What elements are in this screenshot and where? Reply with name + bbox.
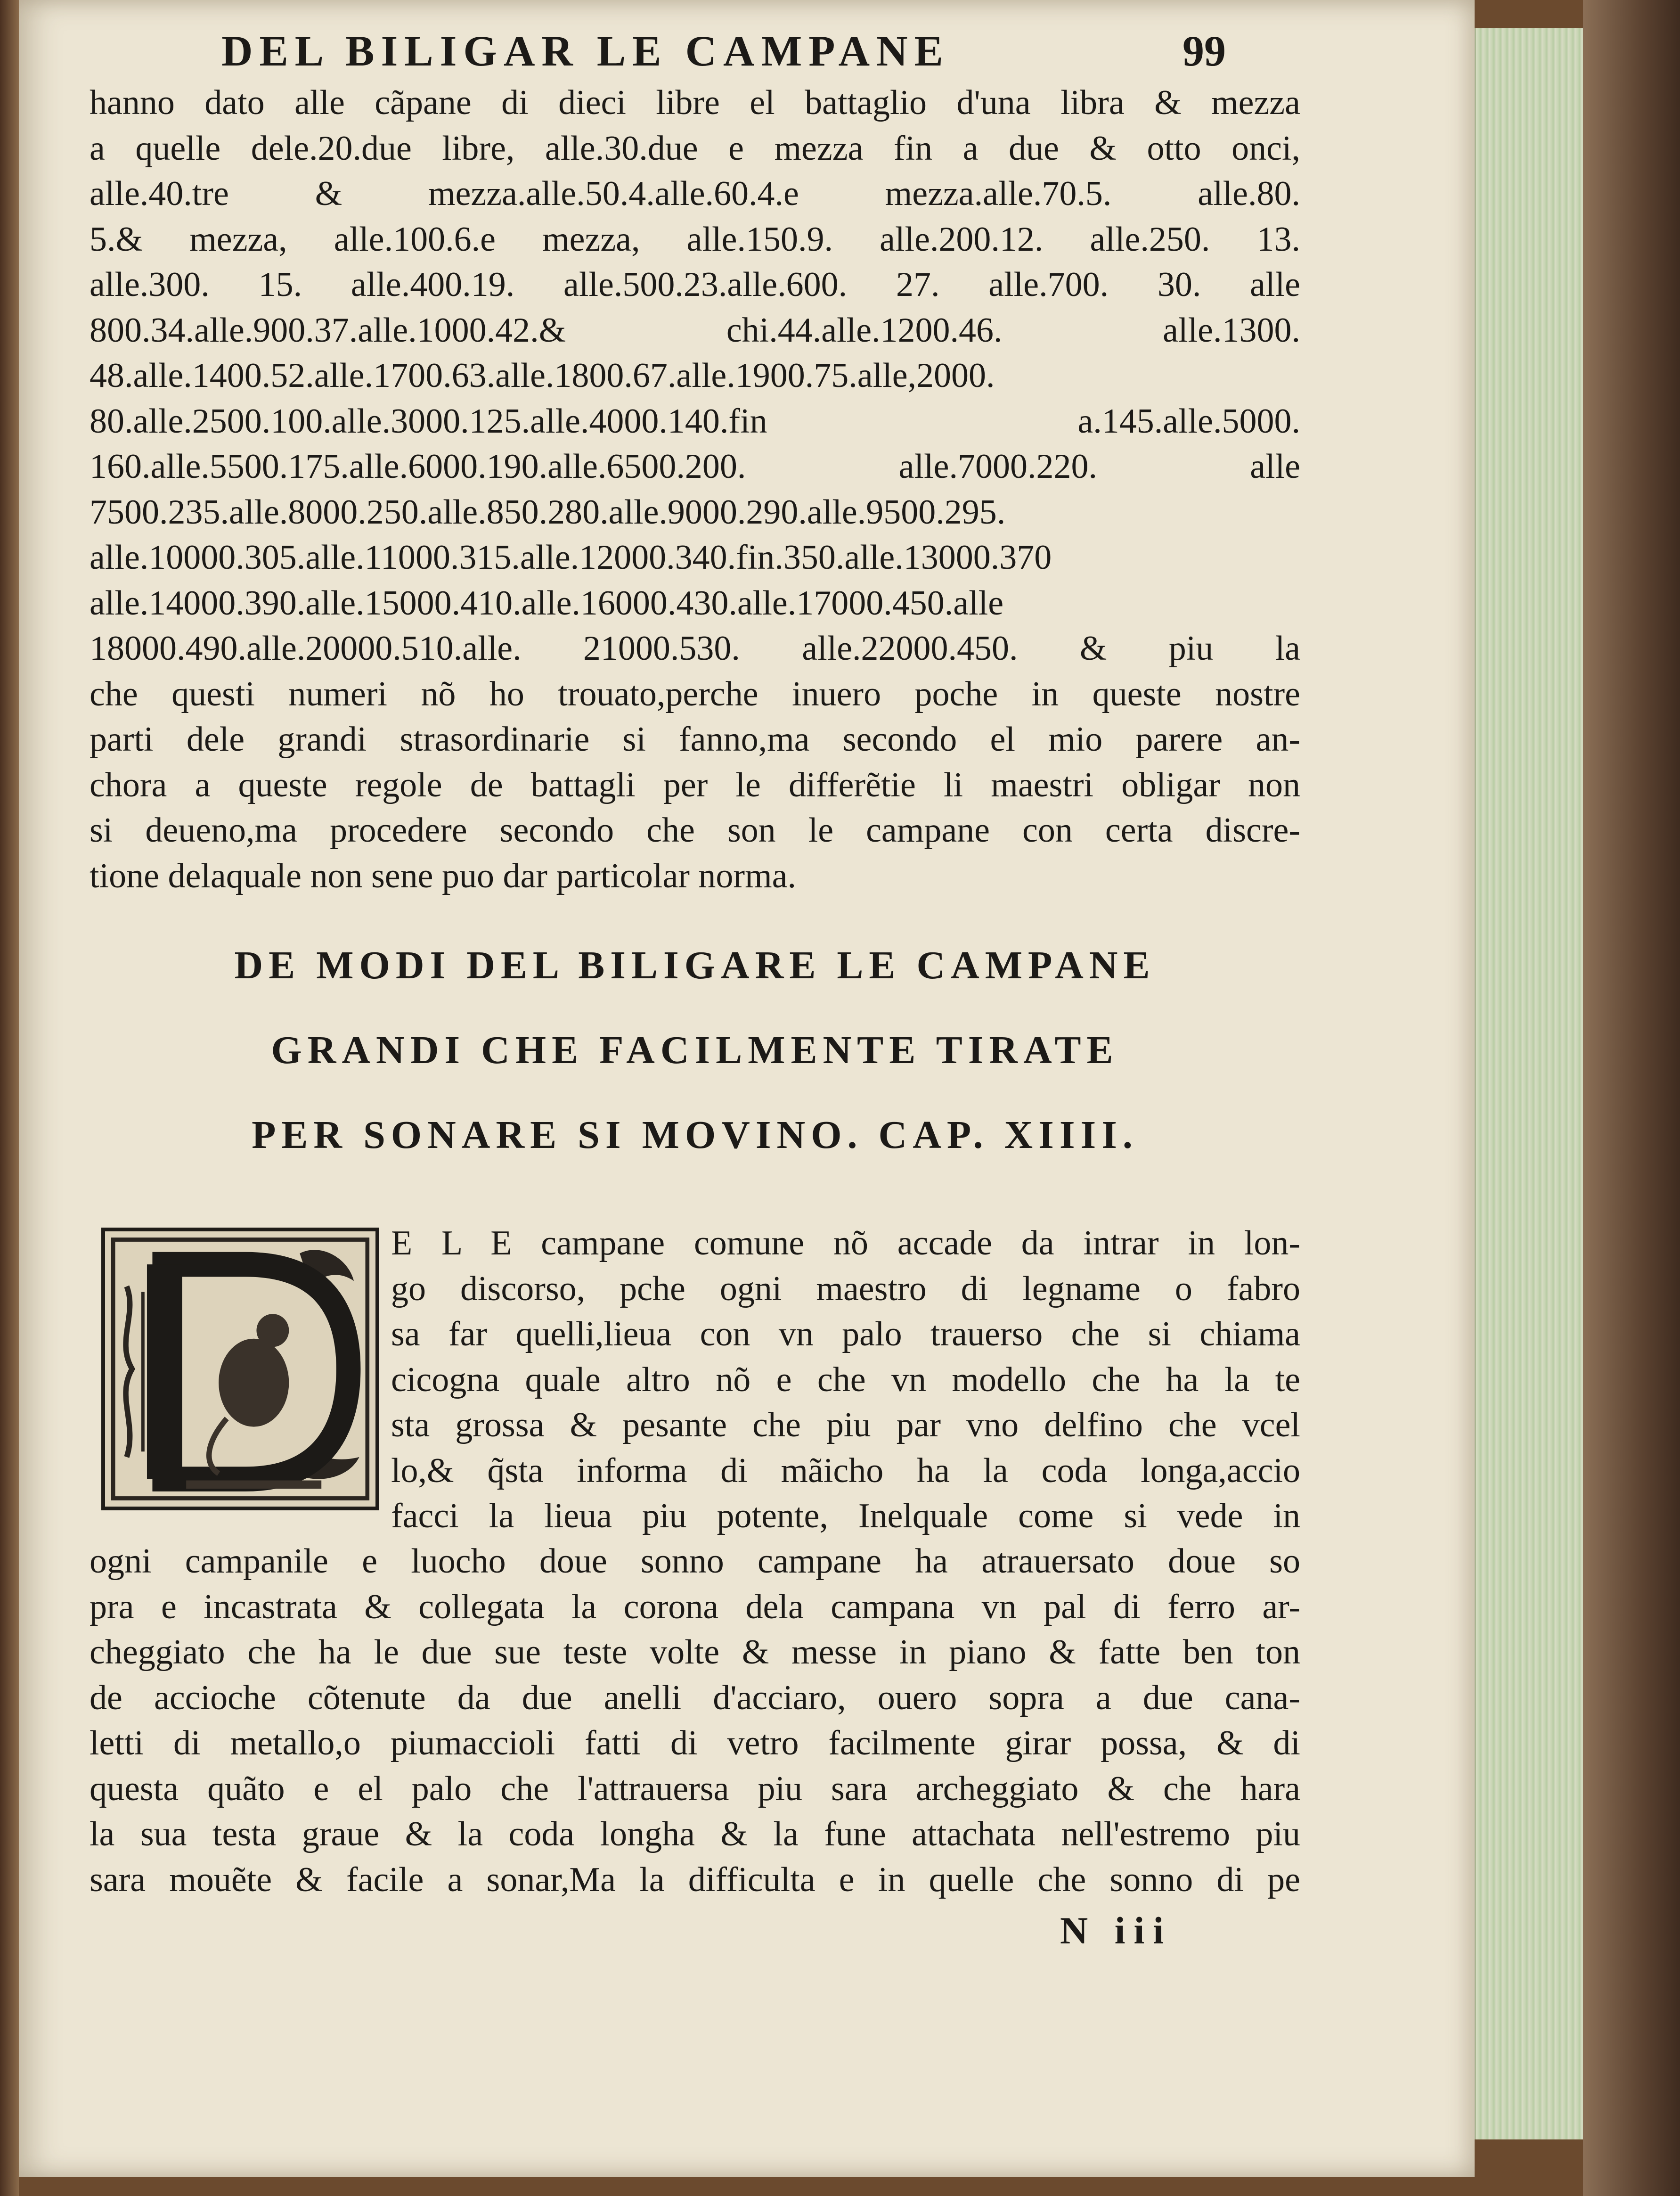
book-cover-left [0,0,19,2196]
text-line: 80.alle.2500.100.alle.3000.125.alle.4000.140.fin a.145.alle.5000. [90,402,1300,441]
book-cover-right [1583,0,1680,2196]
text-line: parti dele grandi strasordinarie si fanno,ma secondo el mio parere an- [90,720,1300,759]
chapter-heading-line-2: GRANDI CHE FACILMENTE TIRATE [271,1028,1119,1072]
text-line: questa quãto e el palo che l'attrauersa piu sara archeggiato & che hara [90,1769,1300,1808]
text-line: E L E campane comune nõ accade da intrar in lon- [391,1224,1300,1262]
text-line: de accioche cõtenute da due anelli d'acciaro, ouero sopra a due cana- [90,1678,1300,1717]
text-line: pra e incastrata & collegata la corona dela campana vn pal di ferro ar- [90,1587,1300,1626]
text-line: cicogna quale altro nõ e che vn modello che ha la te [391,1360,1300,1399]
text-line: letti di metallo,o piumaccioli fatti di vetro facilmente girar possa, & di [90,1724,1300,1762]
text-line: 7500.235.alle.8000.250.alle.850.280.alle.9000.290.alle.9500.295. [90,492,1006,532]
text-line: 5.& mezza, alle.100.6.e mezza, alle.150.9. alle.200.12. alle.250. 13. [90,220,1300,259]
chapter-heading-line-1: DE MODI DEL BILIGARE LE CAMPANE [234,943,1156,987]
text-line: lo,& q̃sta informa di mãicho ha la coda longa,accio [391,1451,1300,1490]
text-line: alle.40.tre & mezza.alle.50.4.alle.60.4.e mezza.alle.70.5. alle.80. [90,174,1300,213]
text-line: cheggiato che ha le due sue teste volte & messe in piano & fatte ben ton [90,1633,1300,1672]
text-line: sta grossa & pesante che piu par vno delfino che vcel [391,1406,1300,1444]
decorated-initial-d [101,1228,379,1510]
text-line: a quelle dele.20.due libre, alle.30.due e mezza fin a due & otto onci, [90,129,1300,168]
page-edges [1475,28,1584,2139]
text-line: 160.alle.5500.175.alle.6000.190.alle.6500.200. alle.7000.220. alle [90,447,1300,486]
woodcut-initial-icon [105,1231,375,1507]
signature-mark: N iii [1060,1909,1173,1952]
text-line: sa far quelli,lieua con vn palo trauerso che si chiama [391,1315,1300,1353]
text-line: alle.10000.305.alle.11000.315.alle.12000.340.fin.350.alle.13000.370 [90,538,1052,577]
text-line: che questi numeri nõ ho trouato,perche inuero poche in queste nostre [90,674,1300,713]
text-line: alle.14000.390.alle.15000.410.alle.16000.430.alle.17000.450.alle [90,583,1004,623]
text-line: hanno dato alle cãpane di dieci libre el battaglio d'una libra & mezza [90,83,1300,122]
text-line: 48.alle.1400.52.alle.1700.63.alle.1800.67.alle.1900.75.alle,2000. [90,356,995,395]
page-number: 99 [1183,27,1226,75]
running-head: DEL BILIGAR LE CAMPANE [221,27,950,75]
paragraph-2-indented [391,1221,1300,1539]
text-line: tione delaquale non sene puo dar particolar norma. [90,856,796,895]
text-line: alle.300. 15. alle.400.19. alle.500.23.alle.600. 27. alle.700. 30. alle [90,265,1300,304]
text-line: chora a queste regole de battagli per le differẽtie li maestri obligar non [90,765,1300,804]
chapter-heading-line-3: PER SONARE SI MOVINO. CAP. XIIII. [252,1113,1138,1157]
text-line: go discorso, pche ogni maestro di legname o fabro [391,1269,1300,1308]
text-line: facci la lieua piu potente, Inelquale come si vede in [391,1497,1300,1535]
text-line: la sua testa graue & la coda longha & la fune attachata nell'estremo piu [90,1815,1300,1853]
text-line: 18000.490.alle.20000.510.alle. 21000.530. alle.22000.450. & piu la [90,629,1300,668]
text-line: 800.34.alle.900.37.alle.1000.42.& chi.44.alle.1200.46. alle.1300. [90,311,1300,350]
text-line: ogni campanile e luocho doue sonno campane ha atrauersato doue so [90,1542,1300,1581]
paragraph-1 [90,80,1300,899]
text-line: si deueno,ma procedere secondo che son le campane con certa discre- [90,811,1300,850]
text-line: sara mouẽte & facile a sonar,Ma la difficulta e in quelle che sonno di pe [90,1860,1300,1899]
paragraph-2-continued [90,1539,1300,1902]
